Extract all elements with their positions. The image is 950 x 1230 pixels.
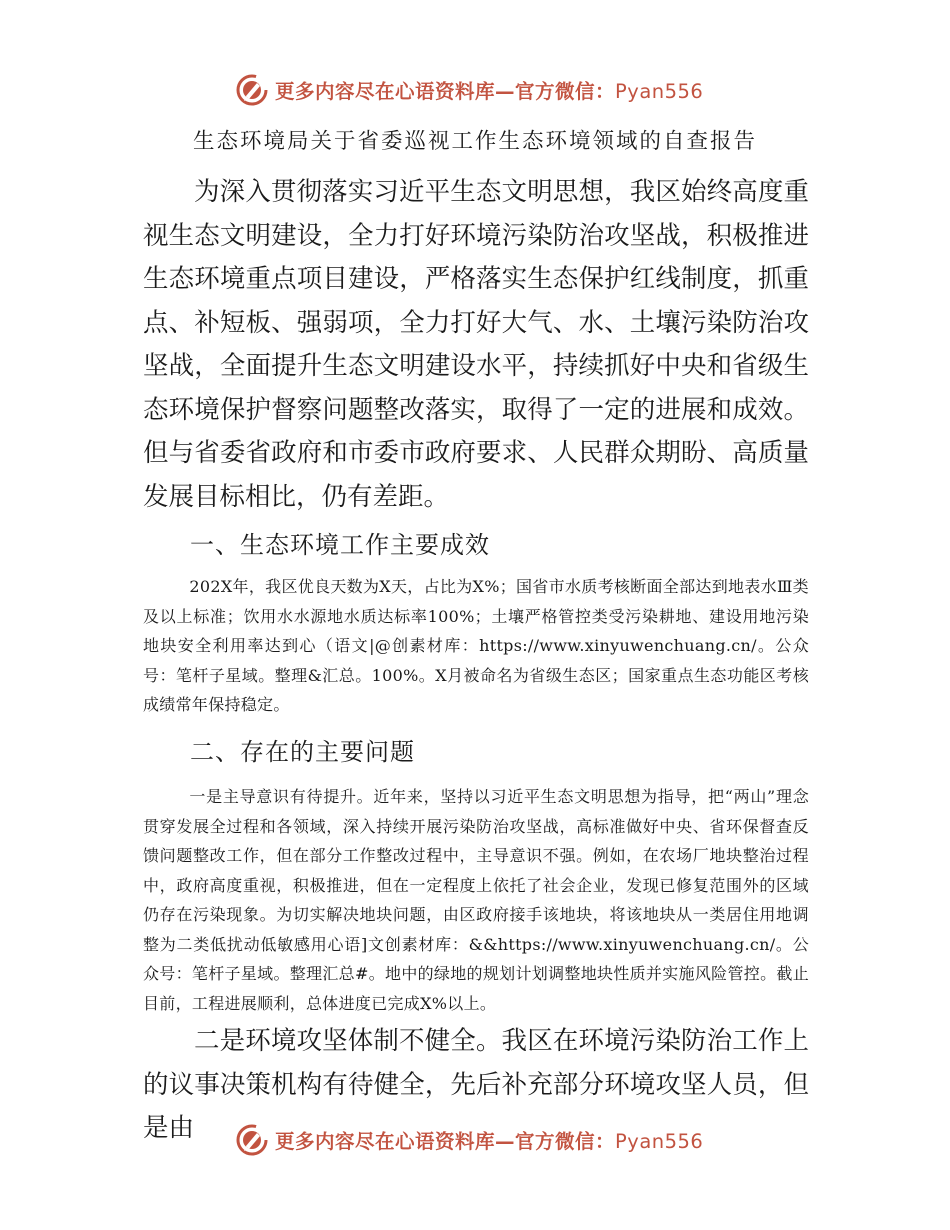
pen-logo-icon (235, 73, 269, 107)
intro-paragraph: 为深入贯彻落实习近平生态文明思想，我区始终高度重视生态文明建设，全力打好环境污染防治攻坚战，积极推进生态环境重点项目建设，严格落实生态保护红线制度，抓重点、补短板、强弱项，全力打好大气、水、土壤污染防治攻坚战，全面提升生态文明建设水平，持续抓好中央和省级生态环境保护督察问题整改落实，取得了一定的进展和成效。但与省委省政府和市委市政府要求、人民群众期盼、高质量发展目标相比，仍有差距。 (143, 177, 809, 512)
section2-heading: 二、存在的主要问题 (190, 738, 415, 766)
watermark-wechat-id: Pyan556 (615, 1130, 704, 1153)
watermark-banner-top (235, 72, 715, 108)
section1-body: 202X年，我区优良天数为X天，占比为X%；国省市水质考核断面全部达到地表水Ⅲ类及以上标准；饮用水水源地水质达标率100%；土壤严格管控类受污染耕地、建设用地污染地块安全利用率达到心（语文|@创素材库：https://www.xinyuwenchuang.cn/。公众号：笔杆子星域。整理&汇总。100%。X月被命名为省级生态区；国家重点生态功能区考核成绩常年保持稳定。 (143, 577, 809, 714)
watermark-text: 更多内容尽在心语资料库—官方微信：Pyan556 (275, 80, 704, 103)
document-title: 生态环境局关于省委巡视工作生态环境领域的自查报告 (192, 129, 757, 154)
section1-heading: 一、生态环境工作主要成效 (190, 531, 490, 559)
watermark-text: 更多内容尽在心语资料库—官方微信：Pyan556 (275, 1130, 704, 1153)
watermark-wechat-id: Pyan556 (615, 80, 704, 103)
section2-paragraph-1: 一是主导意识有待提升。近年来，坚持以习近平生态文明思想为指导，把“两山”理念贯穿发展全过程和各领域，深入持续开展污染防治攻坚战，高标准做好中央、省环保督查反馈问题整改工作，但在部分工作整改过程中，主导意识不强。例如，在农场厂地块整治过程中，政府高度重视，积极推进，但在一定程度上依托了社会企业，发现已修复范围外的区域仍存在污染现象。为切实解决地块问题，由区政府接手该地块，将该地块从一类居住用地调整为二类低扰动低敏感用心语]文创素材库：&&https://www.xinyuwenchuang.cn/。公众号：笔杆子星域。整理汇总#。地中的绿地的规划计划调整地块性质并实施风险管控。截止目前，工程进展顺利，总体进度已完成X%以上。 (143, 787, 809, 1013)
watermark-banner-bottom (235, 1122, 715, 1158)
pen-logo-icon (235, 1123, 269, 1157)
section2-paragraph-2: 二是环境攻坚体制不健全。我区在环境污染防治工作上的议事决策机构有待健全，先后补充部分环境攻坚人员，但是由 (143, 1026, 809, 1143)
